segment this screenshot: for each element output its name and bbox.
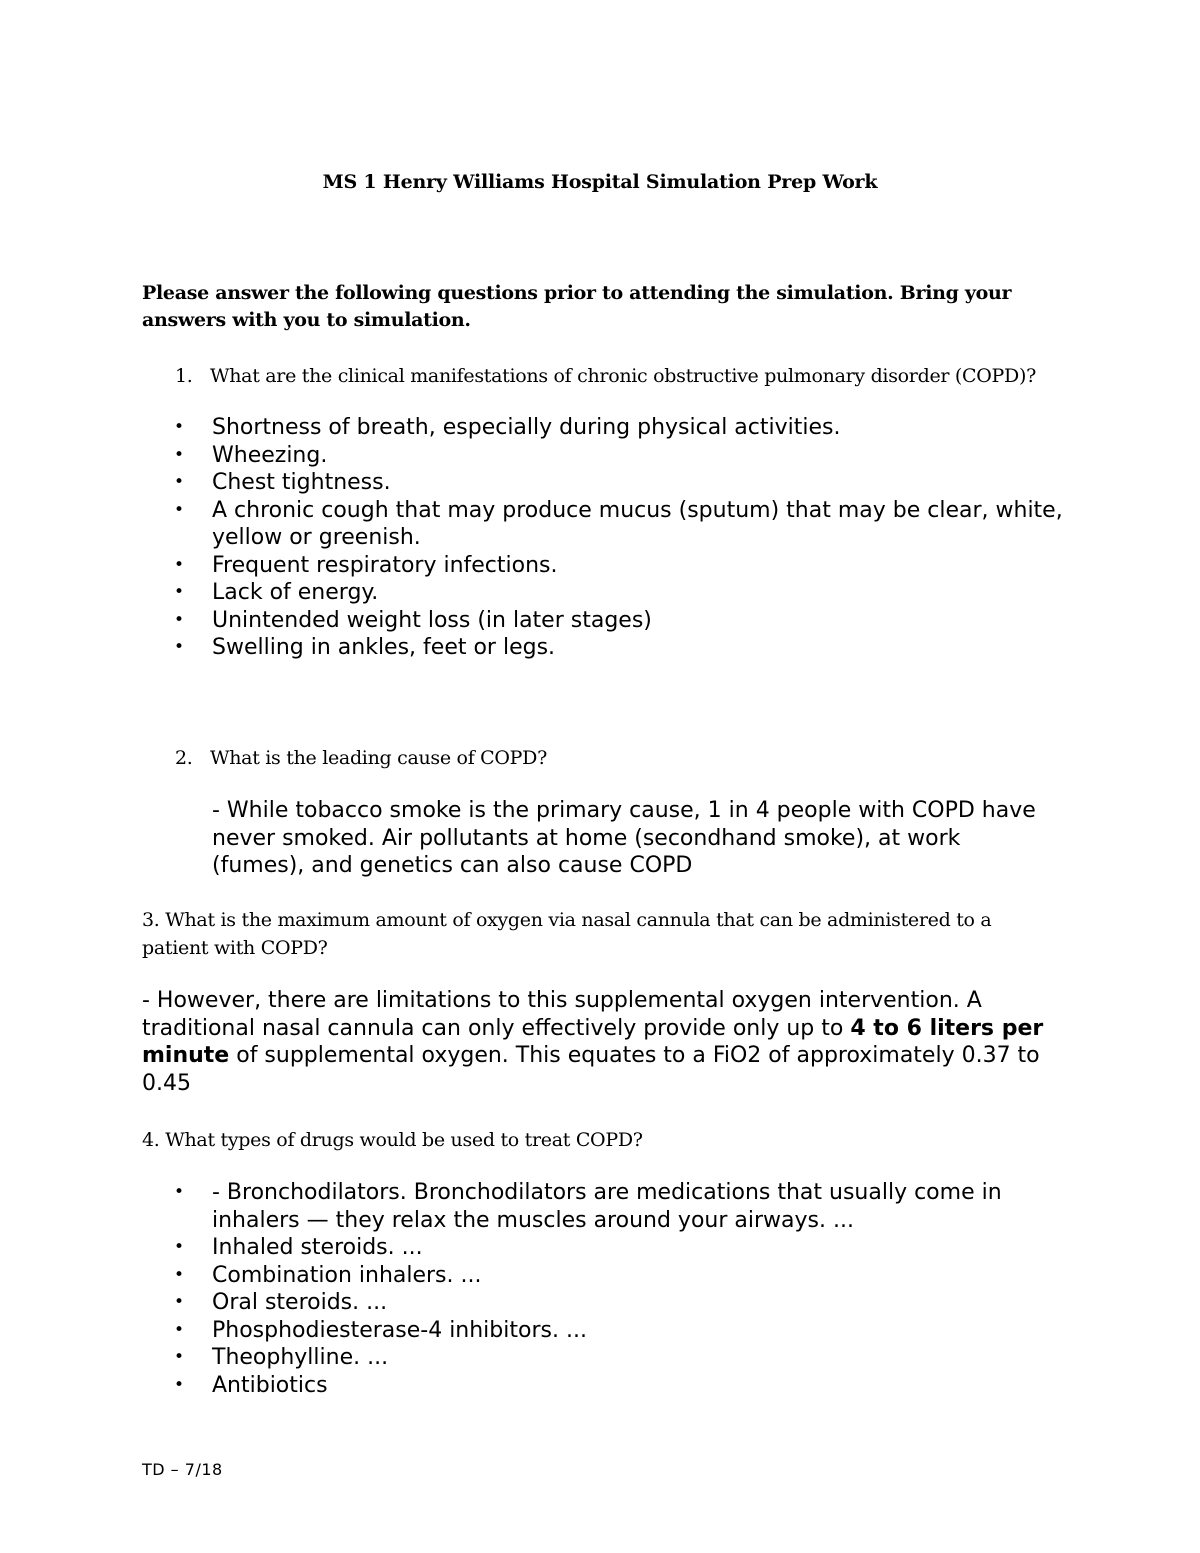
question-number: 2. [175, 747, 193, 769]
bullet-icon: • [174, 444, 185, 465]
list-item: • Wheezing. [174, 442, 328, 468]
question-4: 4. What types of drugs would be used to treat COPD? [142, 1129, 643, 1151]
list-item: • Inhaled steroids. ... [174, 1235, 423, 1260]
q1-answer-list [174, 414, 1064, 662]
bullet-icon: • [174, 637, 185, 657]
list-item: • Chest tightness. [174, 470, 391, 495]
bullet-icon: • [174, 1374, 185, 1395]
q4-answer-list [174, 1179, 1074, 1399]
bullet-icon: • [174, 472, 185, 492]
q2-answer: - While tobacco smoke is the primary cause, 1 in 4 people with COPD have never smoked. Air pollutants at home (secondhand smoke), at work (fumes), and genetics can also cause COPD [212, 798, 1036, 878]
list-item: • Phosphodiesterase-4 inhibitors. ... [174, 1317, 587, 1343]
list-item: • Antibiotics [174, 1372, 328, 1398]
page-title: MS 1 Henry Williams Hospital Simulation Prep Work [322, 171, 878, 193]
bullet-icon: • [174, 1292, 185, 1312]
list-item: • A chronic cough that may produce mucus (sputum) that may be clear, white, yellow or greenish. [174, 497, 1063, 550]
question-3: 3. What is the maximum amount of oxygen via nasal cannula that can be administered to a patient with COPD? [142, 909, 992, 959]
bullet-icon: • [174, 554, 185, 575]
page-footer: TD – 7/18 [142, 1460, 223, 1479]
bullet-icon: • [174, 1182, 185, 1202]
list-item: • Combination inhalers. ... [174, 1262, 482, 1288]
question-number: 1. [175, 365, 193, 387]
bullet-icon: • [174, 1319, 185, 1340]
list-item: • Shortness of breath, especially during physical activities. [174, 415, 841, 440]
instructions: Please answer the following questions prior to attending the simulation. Bring your answers with you to simulation. [142, 282, 1012, 331]
question-text: What is the leading cause of COPD? [210, 747, 547, 769]
bullet-icon: • [174, 1237, 185, 1257]
bullet-icon: • [174, 609, 185, 630]
bullet-icon: • [174, 1347, 185, 1367]
q3-answer: - However, there are limitations to this supplemental oxygen intervention. A traditional nasal cannula can only effectively provide only up to 4 to 6 liters per minute of supplemental oxygen. This equates to a FiO2 of approximately 0.37 to 0.45 [142, 988, 1044, 1096]
answer-emphasis: 4 to 6 liters per minute [142, 1015, 1044, 1068]
list-item: • - Bronchodilators. Bronchodilators are medications that usually come in inhalers — they relax the muscles around your airways. ... [174, 1180, 1002, 1233]
list-item: • Theophylline. ... [174, 1345, 389, 1370]
bullet-icon: • [174, 499, 185, 520]
question-text: What are the clinical manifestations of chronic obstructive pulmonary disorder (COPD)? [210, 365, 1036, 387]
list-item: • Unintended weight loss (in later stages) [174, 607, 652, 633]
bullet-icon: • [174, 1264, 185, 1285]
list-item: • Lack of energy. [174, 580, 379, 605]
bullet-icon: • [174, 582, 185, 602]
list-item: • Oral steroids. ... [174, 1290, 388, 1315]
bullet-icon: • [174, 417, 185, 437]
list-item: • Swelling in ankles, feet or legs. [174, 635, 556, 660]
list-item: • Frequent respiratory infections. [174, 552, 558, 578]
